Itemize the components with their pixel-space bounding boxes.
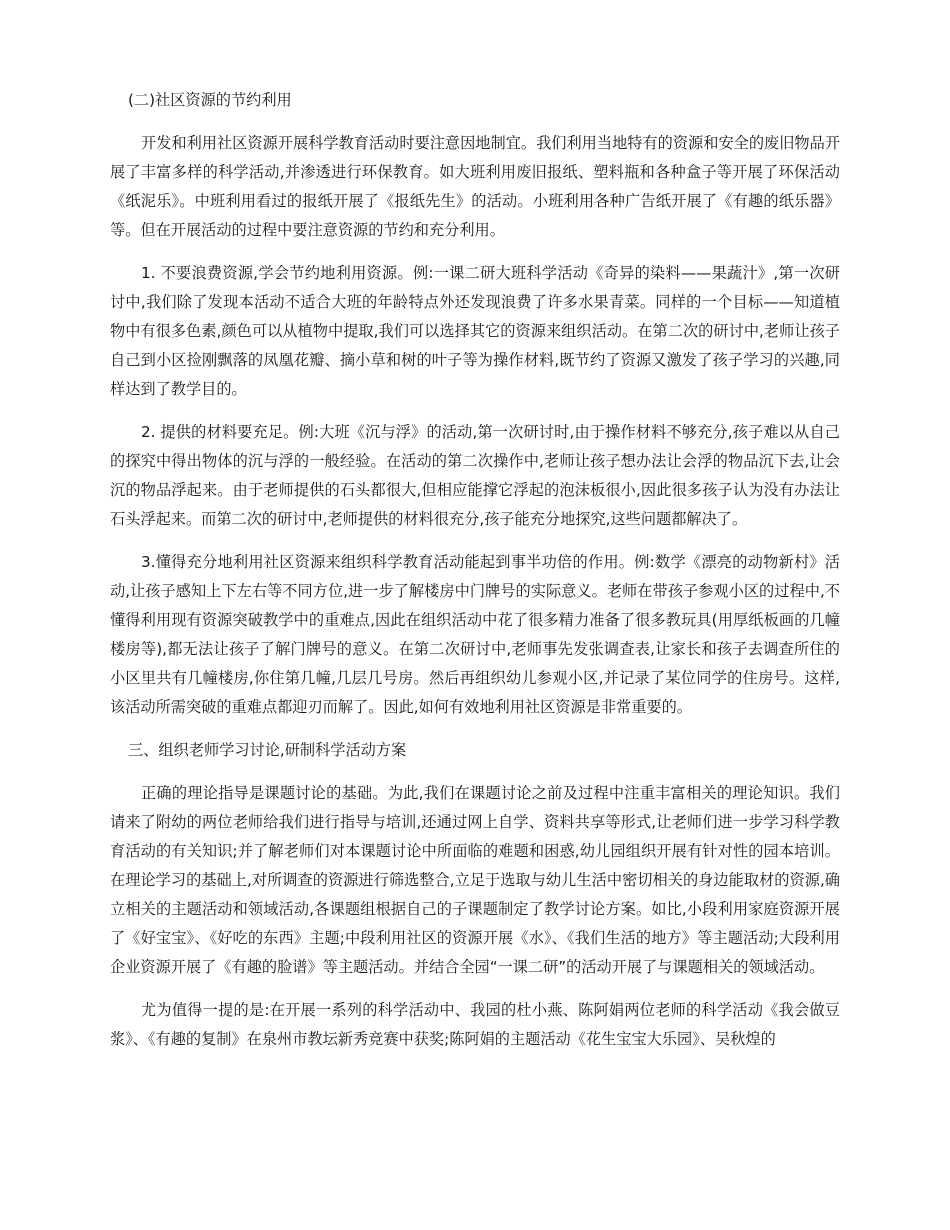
- paragraph: 1. 不要浪费资源,学会节约地利用资源。例:一课二研大班科学活动《奇异的染料——果蔬汁》,第一次研讨中,我们除了发现本活动不适合大班的年龄特点外还发现浪费了许多水果青菜。同样的一个目标——知道植物中有很多色素,颜色可以从植物中提取,我们可以选择其它的资源来组织活动。在第二次的研讨中,老师让孩子自己到小区捡刚飘落的凤凰花瓣、摘小草和树的叶子等为操作材料,既节约了资源又激发了孩子学习的兴趣,同样达到了教学目的。: [110, 264, 840, 398]
- section-heading: (二)社区资源的节约利用: [128, 91, 292, 109]
- paragraph: 开发和利用社区资源开展科学教育活动时要注意因地制宜。我们利用当地特有的资源和安全的废旧物品开展了丰富多样的科学活动,并渗透进行环保教育。如大班利用废旧报纸、塑料瓶和各种盒子等开展了环保活动《纸泥乐》。中班利用看过的报纸开展了《报纸先生》的活动。小班利用各种广告纸开展了《有趣的纸乐器》等。但在开展活动的过程中要注意资源的节约和充分利用。: [110, 134, 840, 239]
- section-heading: 三、组织老师学习讨论,研制科学活动方案: [128, 741, 407, 759]
- paragraph: 2. 提供的材料要充足。例:大班《沉与浮》的活动,第一次研讨时,由于操作材料不够充分,孩子难以从自己的探究中得出物体的沉与浮的一般经验。在活动的第二次操作中,老师让孩子想办法让会浮的物品沉下去,让会沉的物品浮起来。由于老师提供的石头都很大,但相应能撑它浮起的泡沫板很小,因此很多孩子认为没有办法让石头浮起来。而第二次的研讨中,老师提供的材料很充分,孩子能充分地探究,这些问题都解决了。: [110, 423, 840, 528]
- paragraph: 正确的理论指导是课题讨论的基础。为此,我们在课题讨论之前及过程中注重丰富相关的理论知识。我们请来了附幼的两位老师给我们进行指导与培训,还通过网上自学、资料共享等形式,让老师们进一步学习科学教育活动的有关知识;并了解老师们对本课题讨论中所面临的难题和困惑,幼儿园组织开展有针对性的园本培训。在理论学习的基础上,对所调查的资源进行筛选整合,立足于选取与幼儿生活中密切相关的身边能取材的资源,确立相关的主题活动和领域活动,各课题组根据自己的子课题制定了教学讨论方案。如比,小段利用家庭资源开展了《好宝宝》、《好吃的东西》主题;中段利用社区的资源开展《水》、《我们生活的地方》等主题活动;大段利用企业资源开展了《有趣的脸谱》等主题活动。并结合全园“一课二研”的活动开展了与课题相关的领域活动。: [110, 784, 840, 976]
- paragraph: 3.懂得充分地利用社区资源来组织科学教育活动能起到事半功倍的作用。例:数学《漂亮的动物新村》活动,让孩子感知上下左右等不同方位,进一步了解楼房中门牌号的实际意义。老师在带孩子参观小区的过程中,不懂得利用现有资源突破教学中的重难点,因此在组织活动中花了很多精力准备了很多教玩具(用厚纸板画的几幢楼房等),都无法让孩子了解门牌号的意义。在第二次研讨中,老师事先发张调查表,让家长和孩子去调查所住的小区里共有几幢楼房,你住第几幢,几层几号房。然后再组织幼儿参观小区,并记录了某位同学的住房号。这样,该活动所需突破的重难点都迎刃而解了。因此,如何有效地利用社区资源是非常重要的。: [110, 553, 840, 716]
- paragraph: 尤为值得一提的是:在开展一系列的科学活动中、我园的杜小燕、陈阿娟两位老师的科学活动《我会做豆浆》、《有趣的复制》在泉州市教坛新秀竞赛中获奖;陈阿娟的主题活动《花生宝宝大乐园》、吴秋煌的: [110, 1001, 840, 1048]
